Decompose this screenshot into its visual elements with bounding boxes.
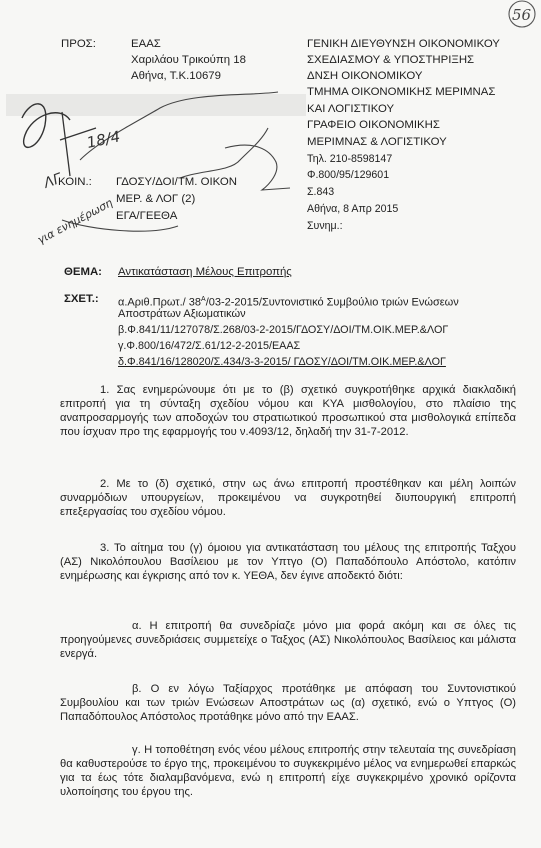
paragraph-2	[60, 477, 516, 519]
reference-d: δ.Φ.841/16/128020/Σ.434/3-3-2015/ ΓΔΟΣΥ/ΔΟΙ/ΤΜ.ΟΙΚ.ΜΕΡ.&ΛΟΓ	[118, 356, 446, 368]
subject-label: ΘΕΜΑ:	[64, 266, 102, 278]
paragraph-3-text: 3. Το αίτημα του (γ) όμοιου για αντικατάσταση του μέλους της επιτροπής Ταξχου (ΑΣ) Νικολόπουλου Βασίλειου με τον Υπτγο (Ο) Παπαδόπουλο Απόστολο, κατόπιν ενημέρωσης και έγκρισης από τον κ. ΥΕΘΑ, δεν έγινε αποδεκτό διότι:	[60, 542, 516, 582]
paragraph-3b	[60, 682, 516, 724]
to-line: Χαριλάου Τρικούπη 18	[131, 54, 246, 66]
paragraph-3c-text: γ. Η τοποθέτηση ενός νέου μέλους επιτροπής στην τελευταία της συνεδρίαση θα καθυστερούσε το έργο της, προκειμένου το συγκεκριμένο μέλος να ενημερωθεί επαρκώς για τα έως τότε διαλαμβανόμενα, ενώ η επιτροπή είχε συγκεκριμένο χρονικό ορίζοντα υλοποίησης του έργου της.	[60, 744, 516, 798]
sender-line: ΚΑΙ ΛΟΓΙΣΤΙΚΟΥ	[307, 103, 395, 115]
reference-c: γ.Φ.800/16/472/Σ.61/12-2-2015/ΕΑΑΣ	[118, 340, 301, 352]
paragraph-3	[60, 541, 516, 583]
paragraph-3b-text: β. Ο εν λόγω Ταξίαρχος προτάθηκε με απόφαση του Συντονιστικού Συμβουλίου και των τριών Ενώσεων Αποστράτων ως (α) σχετικό, ενώ ο Υπτγος (Ο) Παπαδόπουλος Απόστολος προτάθηκε μόνο από την ΕΑΑΣ.	[60, 683, 516, 723]
paragraph-3a	[60, 619, 516, 661]
paragraph-3a-text: α. Η επιτροπή θα συνεδρίαζε μόνο μια φορά ακόμη και σε όλες τις προηγούμενες συνεδριάσεις συμμετείχε ο Ταξχος (ΑΣ) Νικολόπουλος Βασίλειος και μάλιστα ενεργά.	[60, 620, 516, 660]
paragraph-2-text: 2. Με το (δ) σχετικό, στην ως άνω επιτροπή προστέθηκαν και μέλη λοιπών συναρμόδιων υπουργείων, προκειμένου να συγκροτηθεί διυπουργική επιτροπή επεξεργασίας του σχεδίου νόμου.	[60, 478, 516, 518]
sender-sigma: Σ.843	[307, 186, 335, 198]
cc-line: ΕΓΑ/ΓΕΕΘΑ	[116, 210, 178, 222]
handwritten-date: 18/4	[85, 127, 122, 152]
sender-date: Αθήνα, 8 Απρ 2015	[307, 203, 399, 215]
handwritten-initials: ΛΓ	[41, 170, 64, 192]
reference-a-part2: /03-2-2015/Συντονιστικό Συμβούλιο τριών Ενώσεων	[205, 296, 459, 309]
sender-phone: Τηλ. 210-8598147	[307, 153, 393, 165]
sender-file-number: Φ.800/95/129601	[307, 169, 390, 181]
reference-a-part1: α.Αριθ.Πρωτ./ 38	[118, 296, 202, 309]
signature-stroke-4	[180, 128, 268, 178]
to-label: ΠΡΟΣ:	[61, 38, 96, 50]
reference-a-continued: Αποστράτων Αξιωματικών	[118, 308, 246, 320]
sender-line: ΣΧΕΔΙΑΣΜΟΥ & ΥΠΟΣΤΗΡΙΞΗΣ	[307, 54, 475, 66]
paragraph-1-text: 1. Σας ενημερώνουμε ότι με το (β) σχετικό συγκροτήθηκε αρχικά διακλαδική επιτροπή για τη σύνταξη σχεδίου νόμου και ΚΥΑ μισθολογίου, στο πλαίσιο της αναπροσαρμογής των αποδοχών του στρατιωτικού προσωπικού στα μισθολογικά επίπεδα που ίσχυαν προ της εφαρμογής του ν.4093/12, δηλαδή την 31-7-2012.	[60, 384, 516, 438]
to-line: Αθήνα, Τ.Κ.10679	[131, 70, 221, 82]
sender-line: ΓΡΑΦΕΙΟ ΟΙΚΟΝΟΜΙΚΗΣ	[307, 119, 440, 131]
sender-line: ΓΕΝΙΚΗ ΔΙΕΥΘΥΝΣΗ ΟΙΚΟΝΟΜΙΚΟΥ	[307, 38, 500, 50]
sender-line: ΜΕΡΙΜΝΑΣ & ΛΟΓΙΣΤΙΚΟΥ	[307, 136, 447, 148]
reference-a-sup: Α	[201, 296, 206, 303]
cc-line: ΓΔΟΣΥ/ΔΟΙ/ΤΜ. ΟΙΚΟΝ	[116, 176, 237, 188]
references-label: ΣΧΕΤ.:	[64, 293, 99, 305]
subject-text: Αντικατάσταση Μέλους Επιτροπής	[118, 266, 292, 278]
cc-label: ΚΟΙΝ.:	[58, 176, 92, 188]
handwritten-note: για ενημέρωση	[35, 196, 115, 247]
reference-b: β.Φ.841/11/127078/Σ.268/03-2-2015/ΓΔΟΣΥ/ΔΟΙ/ΤΜ.ΟΙΚ.ΜΕΡ.&ΛΟΓ	[118, 324, 449, 336]
sender-attachments: Συνημ.:	[307, 220, 343, 232]
sender-line: ΔΝΣΗ ΟΙΚΟΝΟΜΙΚΟΥ	[307, 70, 423, 82]
paragraph-1	[60, 383, 516, 439]
sender-line: ΤΜΗΜΑ ΟΙΚΟΝΟΜΙΚΗΣ ΜΕΡΙΜΝΑΣ	[307, 86, 496, 98]
paragraph-3c	[60, 743, 516, 799]
corner-mark: 56	[512, 6, 532, 24]
to-line: ΕΑΑΣ	[131, 38, 161, 50]
cc-line: ΜΕΡ. & ΛΟΓ (2)	[116, 193, 196, 205]
